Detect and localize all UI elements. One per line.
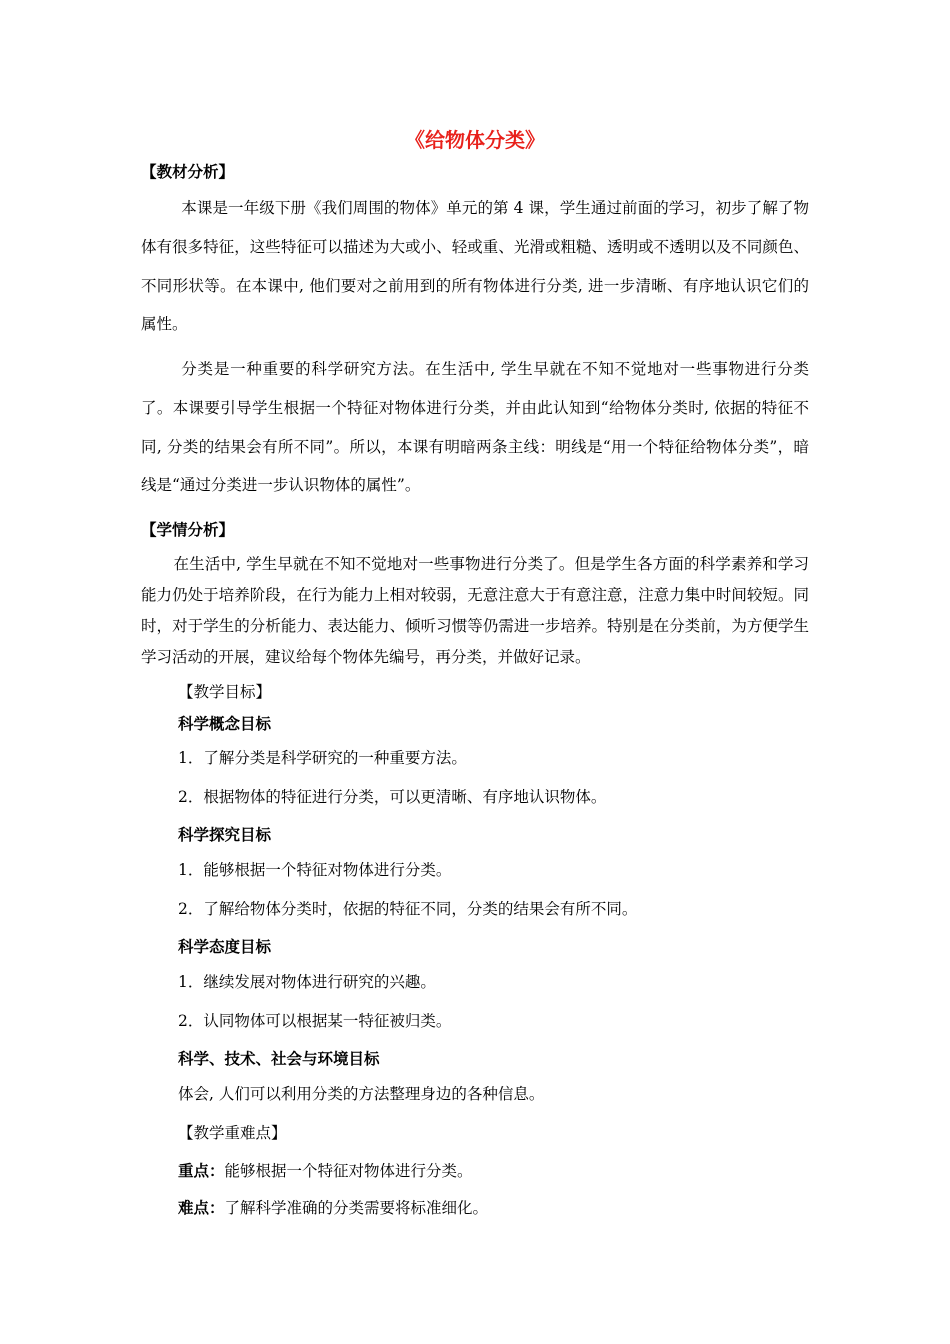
heading-student-analysis: 【学情分析】 [141, 520, 235, 539]
heading-concept-goals: 科学概念目标 [178, 714, 272, 733]
difficult-point-label: 难点： [178, 1198, 225, 1217]
heading-teaching-goals: 【教学目标】 [178, 683, 272, 701]
document-title: 《给物体分类》 [405, 128, 545, 152]
heading-inquiry-goals: 科学探究目标 [178, 825, 272, 844]
heading-textbook-analysis: 【教材分析】 [141, 162, 235, 181]
stse-goal-item: 体会, 人们可以利用分类的方法整理身边的各种信息。 [178, 1085, 545, 1103]
key-point-text: 能够根据一个特征对物体进行分类。 [224, 1162, 473, 1180]
key-point-line [178, 1160, 473, 1182]
key-point-label: 重点： [178, 1161, 225, 1180]
paragraph-student-1: 在生活中, 学生早就在不知不觉地对一些事物进行分类了。但是学生各方面的科学素养和学习能力仍处于培养阶段，在行为能力上相对较弱，无意注意大于有意注意，注意力集中时间较短。同时，对于学生的分析能力、表达能力、倾听习惯等仍需进一步培养。特别是在分类前，为方便学生学习活动的开展，建议给每个物体先编号，再分类，并做好记录。 [141, 555, 809, 666]
inquiry-goal-item: 2．了解给物体分类时，依据的特征不同，分类的结果会有所不同。 [178, 900, 638, 918]
paragraph-textbook-2: 分类是一种重要的科学研究方法。在生活中, 学生早就在不知不觉地对一些事物进行分类了。本课要引导学生根据一个特征对物体进行分类，并由此认知到“给物体分类时, 依据的特征不同, 分类的结果会有所不同”。所以，本课有明暗两条主线：明线是“用一个特征给物体分类”，暗线是“通过分类进一步认识物体的属性”。 [141, 360, 809, 495]
heading-attitude-goals: 科学态度目标 [178, 937, 272, 956]
concept-goal-item: 2．根据物体的特征进行分类，可以更清晰、有序地认识物体。 [178, 788, 607, 806]
heading-key-points: 【教学重难点】 [178, 1124, 287, 1142]
difficult-point-text: 了解科学准确的分类需要将标准细化。 [224, 1199, 489, 1217]
paragraph-textbook-1: 本课是一年级下册《我们周围的物体》单元的第 4 课，学生通过前面的学习，初步了解了物体有很多特征，这些特征可以描述为大或小、轻或重、光滑或粗糙、透明或不透明以及不同颜色、不同形状等。在本课中, 他们要对之前用到的所有物体进行分类, 进一步清晰、有序地认识它们的属性。 [141, 199, 809, 334]
concept-goal-item: 1．了解分类是科学研究的一种重要方法。 [178, 749, 467, 767]
attitude-goal-item: 2．认同物体可以根据某一特征被归类。 [178, 1012, 452, 1030]
inquiry-goal-item: 1．能够根据一个特征对物体进行分类。 [178, 861, 452, 879]
heading-stse-goals: 科学、技术、社会与环境目标 [178, 1049, 380, 1068]
attitude-goal-item: 1．继续发展对物体进行研究的兴趣。 [178, 973, 436, 991]
difficult-point-line [178, 1197, 488, 1219]
